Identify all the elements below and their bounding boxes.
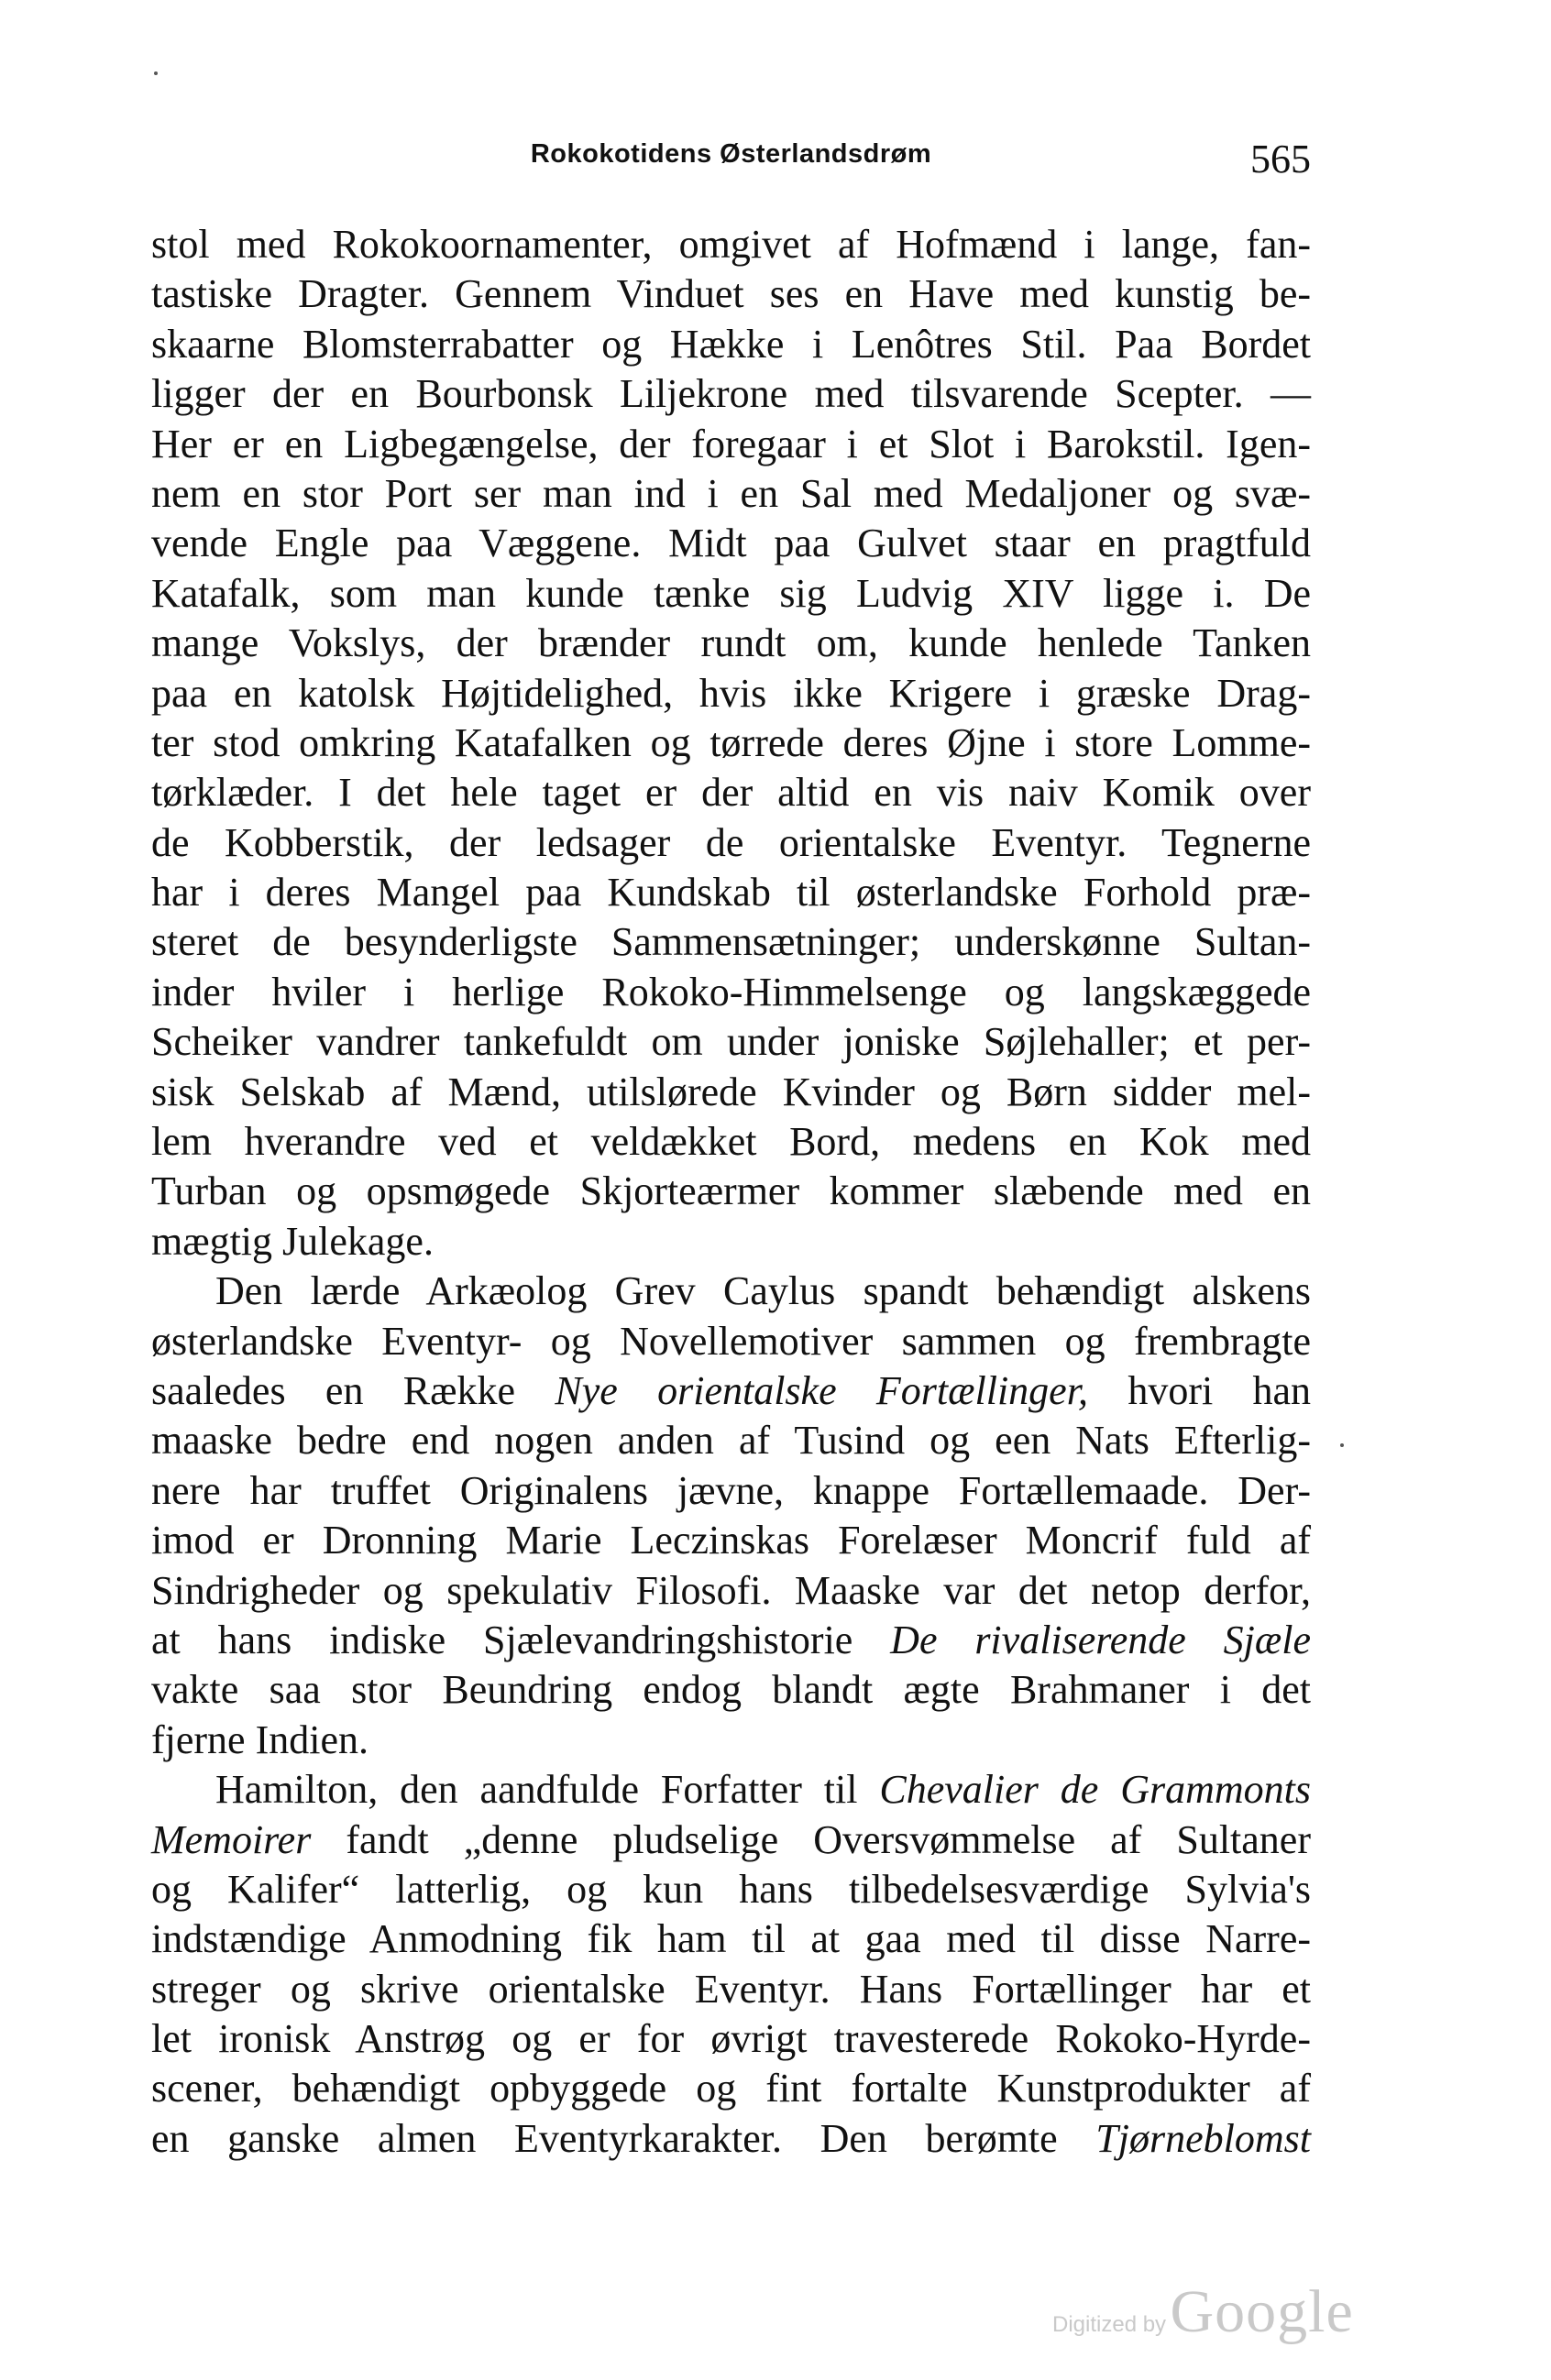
italic-title: Tjørneblomst bbox=[1095, 2115, 1312, 2161]
text-line: Katafalk, som man kunde tænke sig Ludvig XIV ligge i. De bbox=[151, 570, 1311, 616]
text-segment: hvori han bbox=[1128, 1367, 1312, 1413]
text-line: mægtig Julekage. bbox=[151, 1218, 434, 1264]
text-line: Turban og opsmøgede Skjorteærmer kommer slæbende med en bbox=[151, 1168, 1311, 1214]
text-line bbox=[151, 2114, 1311, 2164]
google-logo: Google bbox=[1170, 2278, 1354, 2345]
text-line: lem hverandre ved et veldækket Bord, medens en Kok med bbox=[151, 1119, 1311, 1165]
text-line: ter stod omkring Katafalken og tørrede deres Øjne i store Lomme- bbox=[151, 719, 1311, 765]
text-line: Scheiker vandrer tankefuldt om under joniske Søjlehaller; et per- bbox=[151, 1019, 1311, 1065]
text-segment: Hamilton, den aandfulde Forfatter til bbox=[215, 1767, 858, 1813]
text-line: paa en katolsk Højtidelighed, hvis ikke Krigere i græske Drag- bbox=[151, 670, 1311, 716]
print-speck bbox=[1340, 1443, 1344, 1447]
text-line bbox=[151, 1366, 1311, 1416]
text-line bbox=[151, 1815, 1311, 1865]
italic-title: De rivaliserende Sjæle bbox=[890, 1617, 1312, 1662]
page-header bbox=[151, 136, 1311, 181]
text-line bbox=[151, 1616, 1311, 1665]
print-speck bbox=[154, 71, 158, 75]
text-line: maaske bedre end nogen anden af Tusind og een Nats Efterlig- bbox=[151, 1418, 1311, 1464]
text-line: de Kobberstik, der ledsager de orientalske Eventyr. Tegnerne bbox=[151, 819, 1311, 865]
text-line: scener, behændigt opbyggede og fint fortalte Kunstprodukter af bbox=[151, 2066, 1311, 2111]
text-line: nem en stor Port ser man ind i en Sal med Medaljoner og svæ- bbox=[151, 470, 1311, 516]
digitized-by-google-watermark bbox=[1052, 2277, 1354, 2347]
text-line: indstændige Anmodning fik ham til at gaa med til disse Narre- bbox=[151, 1916, 1311, 1962]
text-line: tastiske Dragter. Gennem Vinduet ses en Have med kunstig be- bbox=[151, 271, 1311, 317]
body-text bbox=[151, 220, 1311, 2164]
text-line: skaarne Blomsterrabatter og Hække i Lenôtres Stil. Paa Bordet bbox=[151, 321, 1311, 367]
text-line: Her er en Ligbegængelse, der foregaar i et Slot i Barokstil. Igen- bbox=[151, 421, 1311, 466]
text-line: let ironisk Anstrøg og er for øvrigt travesterede Rokoko-Hyrde- bbox=[151, 2016, 1311, 2062]
text-line: ligger der en Bourbonsk Liljekrone med tilsvarende Scepter. — bbox=[151, 371, 1311, 417]
text-line: og Kalifer“ latterlig, og kun hans tilbedelsesværdige Sylvia's bbox=[151, 1866, 1311, 1912]
text-line: nere har truffet Originalens jævne, knappe Fortællemaade. Der- bbox=[151, 1467, 1311, 1513]
text-segment: at hans indiske Sjælevandringshistorie bbox=[151, 1617, 853, 1662]
text-line: steret de besynderligste Sammensætninger; underskønne Sultan- bbox=[151, 919, 1311, 965]
text-line: streger og skrive orientalske Eventyr. Hans Fortællinger har et bbox=[151, 1966, 1311, 2012]
text-line: sisk Selskab af Mænd, utilslørede Kvinder og Børn sidder mel- bbox=[151, 1069, 1311, 1114]
text-line: inder hviler i herlige Rokoko-Himmelsenge og langskæggede bbox=[151, 969, 1311, 1015]
running-title: Rokokotidens Østerlandsdrøm bbox=[530, 139, 932, 169]
italic-title: Nye orientalske Fortællinger, bbox=[555, 1367, 1088, 1413]
text-line: mange Vokslys, der brænder rundt om, kunde henlede Tanken bbox=[151, 620, 1311, 666]
text-line: imod er Dronning Marie Leczinskas Forelæser Moncrif fuld af bbox=[151, 1518, 1311, 1563]
italic-title: Memoirer bbox=[151, 1816, 312, 1862]
text-line: fjerne Indien. bbox=[151, 1716, 368, 1762]
text-line: Den lærde Arkæolog Grev Caylus spandt behændigt alskens bbox=[215, 1268, 1311, 1314]
text-line: vende Engle paa Væggene. Midt paa Gulvet staar en pragtfuld bbox=[151, 521, 1311, 566]
text-segment: en ganske almen Eventyrkarakter. Den berømte bbox=[151, 2115, 1058, 2161]
italic-title: Chevalier de Grammonts bbox=[879, 1767, 1311, 1813]
text-line: tørklæder. I det hele taget er der altid en vis naiv Komik over bbox=[151, 770, 1311, 816]
text-line: vakte saa stor Beundring endog blandt ægte Brahmaner i det bbox=[151, 1667, 1311, 1713]
text-line: har i deres Mangel paa Kundskab til østerlandske Forhold præ- bbox=[151, 870, 1311, 916]
text-segment: fandt „denne pludselige Oversvømmelse af Sultaner bbox=[346, 1816, 1311, 1862]
text-line: stol med Rokokoornamenter, omgivet af Hofmænd i lange, fan- bbox=[151, 222, 1311, 267]
page-number: 565 bbox=[1250, 137, 1311, 181]
text-line bbox=[151, 1765, 1311, 1815]
text-segment: saaledes en Række bbox=[151, 1367, 516, 1413]
text-line: Sindrigheder og spekulativ Filosofi. Maaske var det netop derfor, bbox=[151, 1567, 1311, 1613]
text-line: østerlandske Eventyr- og Novellemotiver sammen og frembragte bbox=[151, 1318, 1311, 1364]
watermark-prefix: Digitized by bbox=[1052, 2312, 1167, 2337]
